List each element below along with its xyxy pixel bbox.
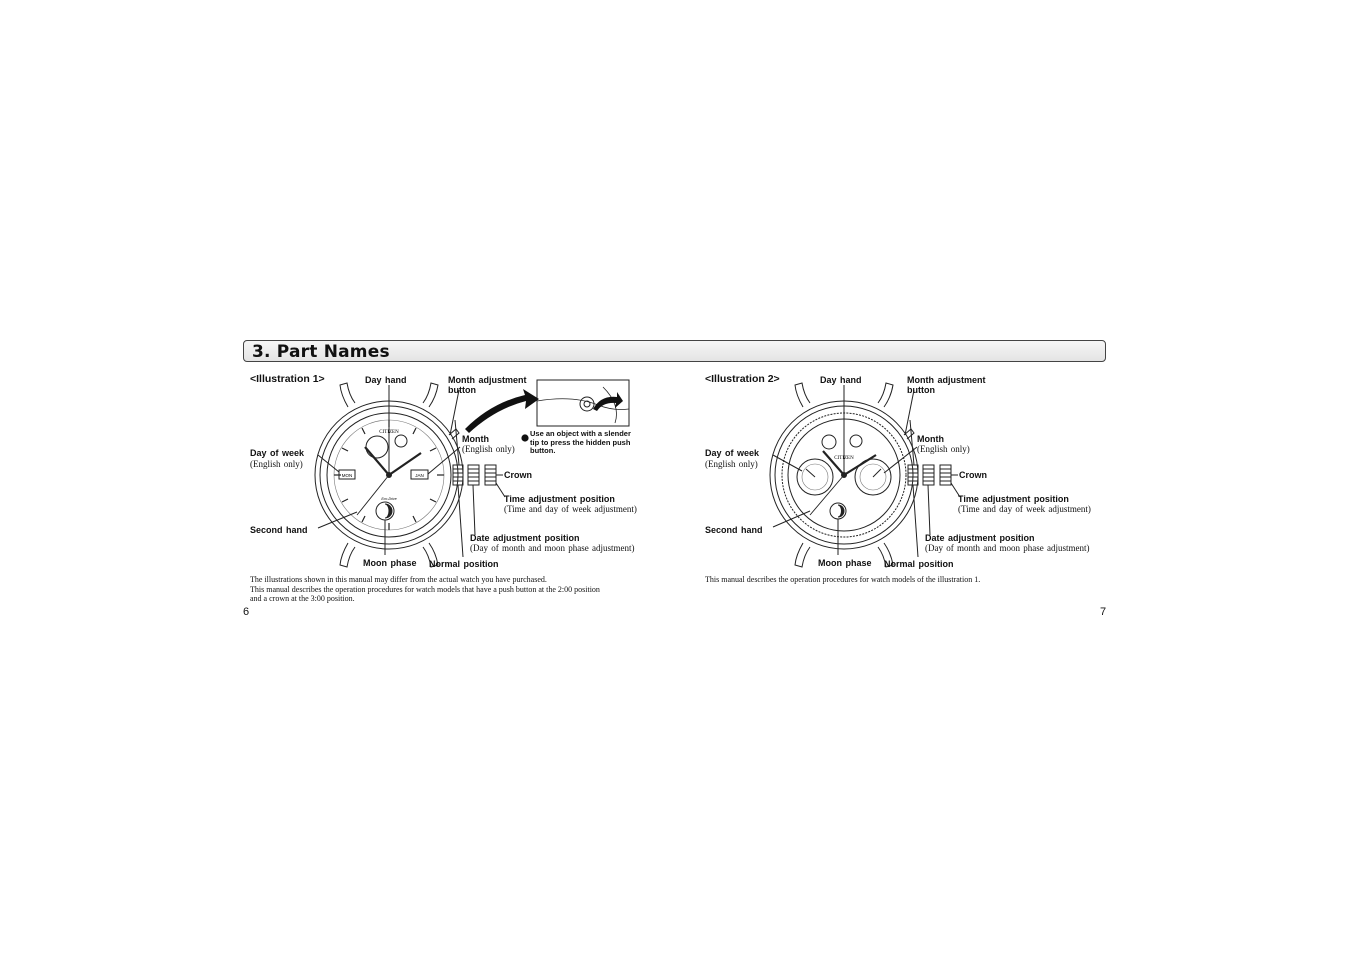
note-line-1: Use an object with a slender [530,429,631,438]
label-day-hand-2: Day hand [820,375,862,385]
section-header [243,340,1106,362]
label-month-button-1a: Month adjustment [448,375,527,385]
note-line-2: tip to press the hidden push [530,437,631,447]
label-crown-2: Crown [959,470,987,480]
section-title: 3. Part Names [252,342,390,362]
label-date-adj-sub-2: (Day of month and moon phase adjustment) [925,543,1090,553]
bullet-icon [521,429,529,447]
label-moon-phase-2: Moon phase [818,558,872,568]
label-second-hand-2: Second hand [705,525,763,535]
dial-day-window: MON [341,473,353,478]
dial-brand-1: CITIZEN [379,430,399,435]
label-day-hand-1: Day hand [365,375,407,385]
illustration-2-title: <Illustration 2> [705,373,780,385]
label-moon-phase-1: Moon phase [363,558,417,568]
label-normal-position-1: Normal position [429,559,499,569]
label-month-2: Month [917,434,944,444]
label-normal-position-2: Normal position [884,559,954,569]
footer-text-1-line-3: and a crown at the 3:00 position. [250,594,355,603]
label-time-adj-1: Time adjustment position [504,494,615,504]
label-crown-1: Crown [504,470,532,480]
label-month-button-2b: button [907,385,935,395]
dial-ecodrive: Eco-Drive [381,497,397,501]
footer-text-1-line-1: The illustrations shown in this manual may differ from the actual watch you have purchased. [250,575,547,584]
footer-text-2-line-1: This manual describes the operation procedures for watch models of the illustration 1. [705,575,981,584]
page-number-left: 6 [243,606,250,618]
label-time-adj-sub-2: (Time and day of week adjustment) [958,504,1091,514]
label-second-hand-1: Second hand [250,525,308,535]
footer-text-1-line-2: This manual describes the operation procedures for watch models that have a push button at the 2:00 position [250,584,600,594]
label-time-adj-sub-1: (Time and day of week adjustment) [504,504,637,514]
label-date-adj-2: Date adjustment position [925,533,1035,543]
label-day-of-week-sub-1: (English only) [250,459,303,469]
note-line-3: button. [530,446,556,455]
label-day-of-week-sub-2: (English only) [705,459,758,469]
label-date-adj-1: Date adjustment position [470,533,580,543]
illustration-1-title: <Illustration 1> [250,373,325,385]
label-month-sub-1: (English only) [462,444,515,454]
label-month-button-2a: Month adjustment [907,375,986,385]
page-number-right: 7 [1100,606,1107,618]
label-month-sub-2: (English only) [917,444,970,454]
label-time-adj-2: Time adjustment position [958,494,1069,504]
dial-month-window: JAN [415,473,424,478]
label-day-of-week-2: Day of week [705,448,760,458]
label-month-button-1b: button [448,385,476,395]
label-day-of-week-1: Day of week [250,448,305,458]
dial-brand-2: CITIZEN [834,456,854,461]
label-date-adj-sub-1: (Day of month and moon phase adjustment) [470,543,635,553]
label-month-1: Month [462,434,489,444]
